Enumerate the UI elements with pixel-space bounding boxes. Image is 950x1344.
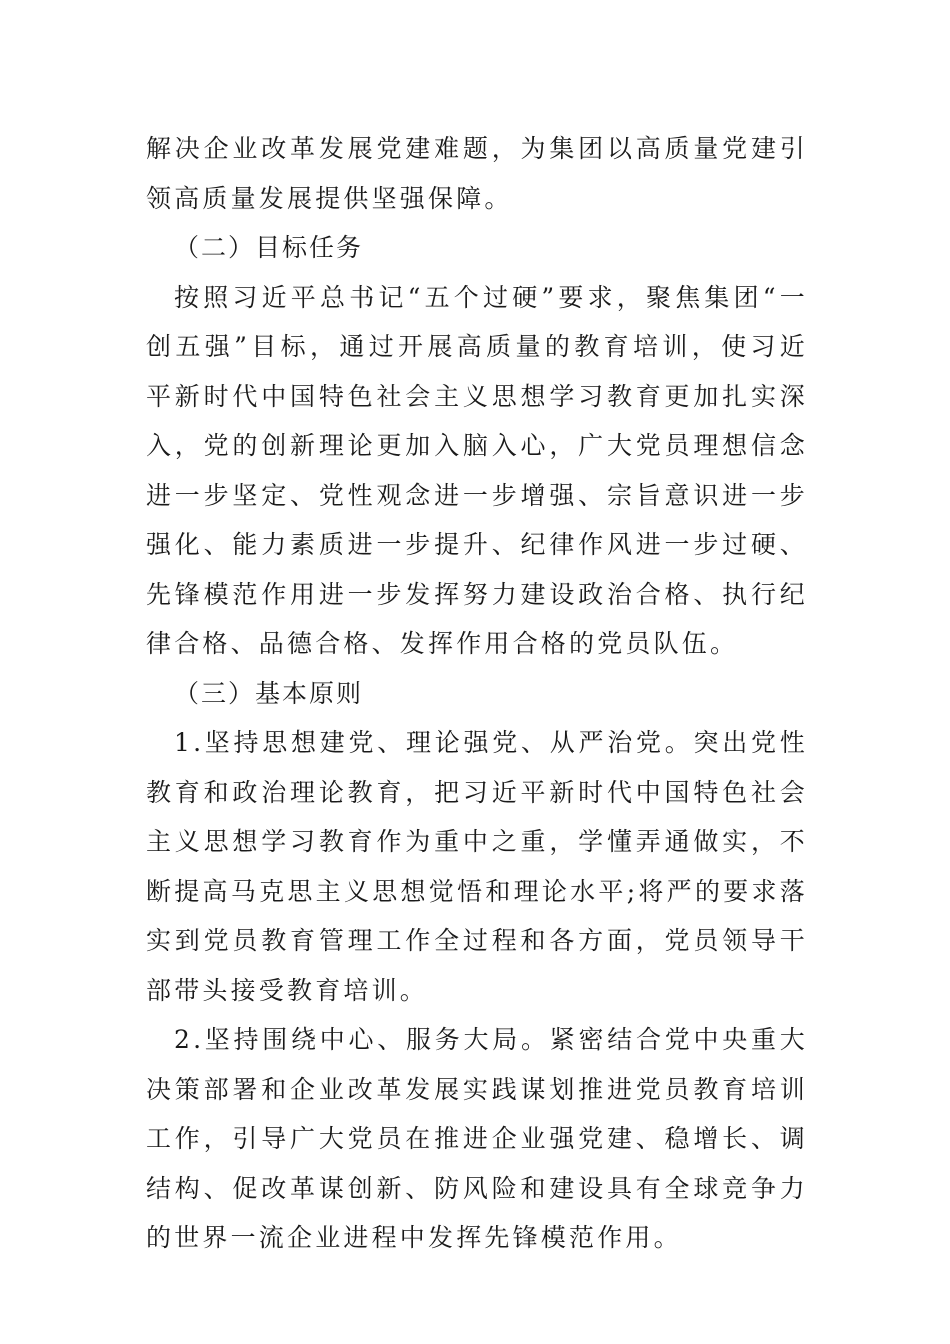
paragraph-goals: 按照习近平总书记“五个过硬”要求，聚焦集团“一创五强”目标，通过开展高质量的教育培训，使习近平新时代中国特色社会主义思想学习教育更加扎实深入，党的创新理论更加入脑入心，广大党员理想信念进一步坚定、党性观念进一步增强、宗旨意识进一步强化、能力素质进一步提升、纪律作风进一步过硬、先锋模范作用进一步发挥努力建设政治合格、执行纪律合格、品德合格、发挥作用合格的党员队伍。 bbox=[146, 282, 808, 658]
paragraph-principle-2: 2.坚持围绕中心、服务大局。紧密结合党中央重大决策部署和企业改革发展实践谋划推进党员教育培训工作，引导广大党员在推进企业强党建、稳增长、调结构、促改革谋创新、防风险和建设具有全球竞争力的世界一流企业进程中发挥先锋模范作用。 bbox=[146, 1025, 808, 1252]
paragraph-continuation: 解决企业改革发展党建难题，为集团以高质量党建引领高质量发展提供坚强保障。 bbox=[146, 134, 808, 213]
paragraph-principle-1: 1.坚持思想建党、理论强党、从严治党。突出党性教育和政治理论教育，把习近平新时代中国特色社会主义思想学习教育作为重中之重，学懂弄通做实，不断提高马克思主义思想觉悟和理论水平;将严的要求落实到党员教育管理工作全过程和各方面，党员领导干部带头接受教育培训。 bbox=[146, 728, 808, 1005]
section-heading-goals: （二）目标任务 bbox=[174, 233, 364, 262]
section-heading-principles: （三）基本原则 bbox=[174, 678, 364, 708]
document-page bbox=[146, 124, 808, 1263]
